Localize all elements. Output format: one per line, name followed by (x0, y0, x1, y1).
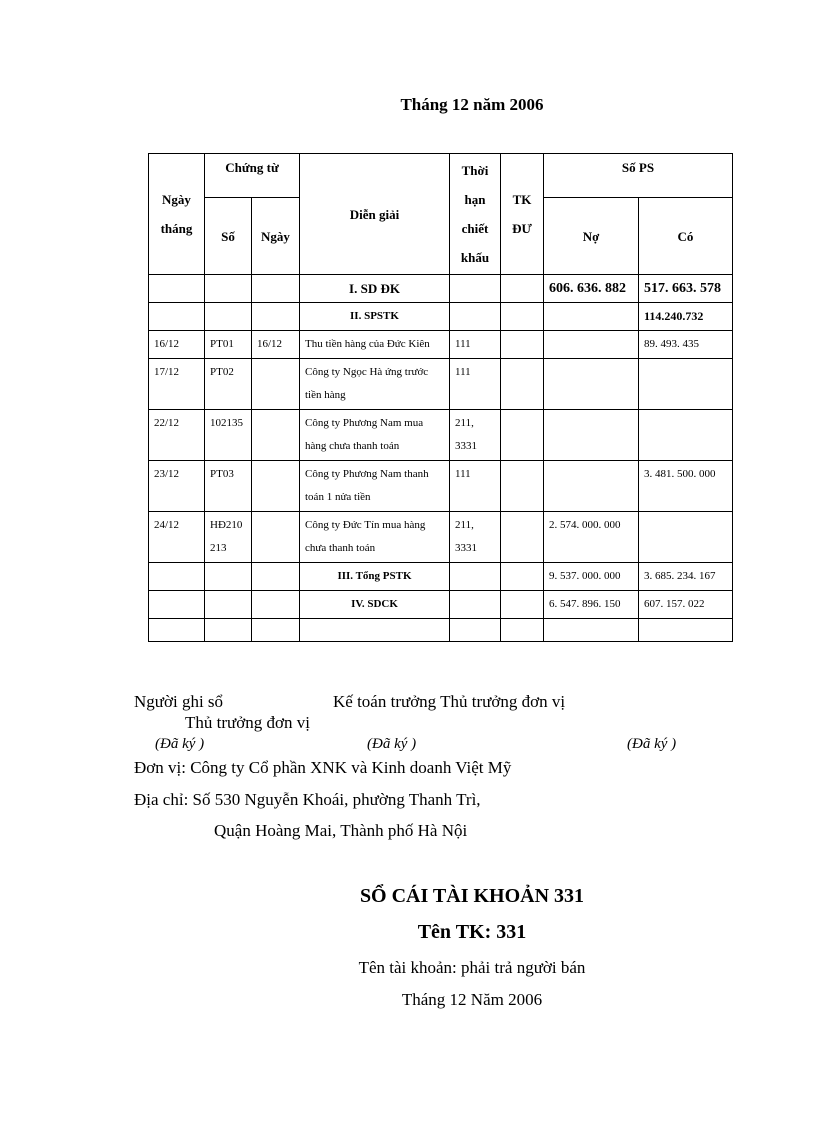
signature-recorder: Người ghi sổ (134, 692, 224, 711)
header-date: Ngày tháng (149, 154, 205, 275)
table-row (149, 303, 733, 331)
table-row-empty (149, 619, 733, 642)
debit-value: 6. 547. 896. 150 (544, 591, 639, 619)
company-address-line1: Địa chỉ: Số 530 Nguyễn Khoái, phường Thanh Trì, (134, 790, 481, 809)
header-description: Diễn giải (300, 154, 450, 275)
header-discount-term: Thời hạn chiết khấu (450, 154, 501, 275)
row-description: IV. SDCK (300, 591, 450, 619)
signed-note-1: (Đã ký ) (155, 736, 205, 752)
row-description: I. SD ĐK (300, 275, 450, 303)
row-description: Công ty Phương Nam thanh toán 1 nửa tiền (300, 461, 450, 512)
debit-value: 2. 574. 000. 000 (544, 512, 639, 563)
signed-note-3: (Đã ký ) (627, 736, 677, 752)
debit-value: 9. 537. 000. 000 (544, 563, 639, 591)
table-row: 24/12 HĐ210213 Công ty Đức Tín mua hàng chưa thanh toán 211, 3331 2. 574. 000. 000 (149, 512, 733, 563)
header-ps: Số PS (544, 154, 733, 198)
row-description: II. SPSTK (300, 303, 450, 331)
table-row: 23/12 PT03 Công ty Phương Nam thanh toán 1 nửa tiền 111 3. 481. 500. 000 (149, 461, 733, 512)
table-row: 22/12 102135 Công ty Phương Nam mua hàng chưa thanh toán 211, 3331 (149, 410, 733, 461)
header-voucher-no: Số (205, 198, 252, 275)
header-debit: Nợ (544, 198, 639, 275)
credit-value: 89. 493. 435 (639, 331, 733, 359)
ledger-account-name: Tên tài khoản: phải trả người bán (358, 958, 586, 977)
signature-head: Thủ trưởng đơn vị (185, 713, 310, 732)
table-row (149, 563, 733, 591)
header-voucher-date: Ngày (252, 198, 300, 275)
credit-value: 517. 663. 578 (639, 275, 733, 303)
row-description: III. Tổng PSTK (300, 563, 450, 591)
page-title: Tháng 12 năm 2006 (400, 95, 544, 114)
ledger-period: Tháng 12 Năm 2006 (401, 990, 543, 1009)
signature-chief: Kế toán trưởng Thủ trưởng đơn vị (333, 692, 566, 711)
ledger-account-code: Tên TK: 331 (417, 921, 527, 943)
header-voucher: Chứng từ (205, 154, 300, 198)
ledger-title: SỔ CÁI TÀI KHOẢN 331 (359, 885, 585, 907)
row-description: Công ty Phương Nam mua hàng chưa thanh toán (300, 410, 450, 461)
debit-value: 606. 636. 882 (544, 275, 639, 303)
table-row (149, 591, 733, 619)
table-row: 17/12 PT02 Công ty Ngọc Hà ứng trước tiền hàng 111 (149, 359, 733, 410)
company-address-line2: Quận Hoàng Mai, Thành phố Hà Nội (214, 821, 468, 840)
row-description: Công ty Đức Tín mua hàng chưa thanh toán (300, 512, 450, 563)
table-row (149, 275, 733, 303)
table-row: 16/12 PT01 16/12 Thu tiền hàng của Đức Kiên 111 89. 493. 435 (149, 331, 733, 359)
credit-value: 3. 481. 500. 000 (639, 461, 733, 512)
row-description: Thu tiền hàng của Đức Kiên (300, 331, 450, 359)
company-unit: Đơn vị: Công ty Cổ phần XNK và Kinh doanh Việt Mỹ (134, 758, 512, 777)
row-description: Công ty Ngọc Hà ứng trước tiền hàng (300, 359, 450, 410)
ledger-table (148, 153, 733, 642)
signed-note-2: (Đã ký ) (367, 736, 417, 752)
credit-value: 3. 685. 234. 167 (639, 563, 733, 591)
header-credit: Có (639, 198, 733, 275)
credit-value: 607. 157. 022 (639, 591, 733, 619)
header-account: TK ĐƯ (501, 154, 544, 275)
credit-value: 114.240.732 (639, 303, 733, 331)
